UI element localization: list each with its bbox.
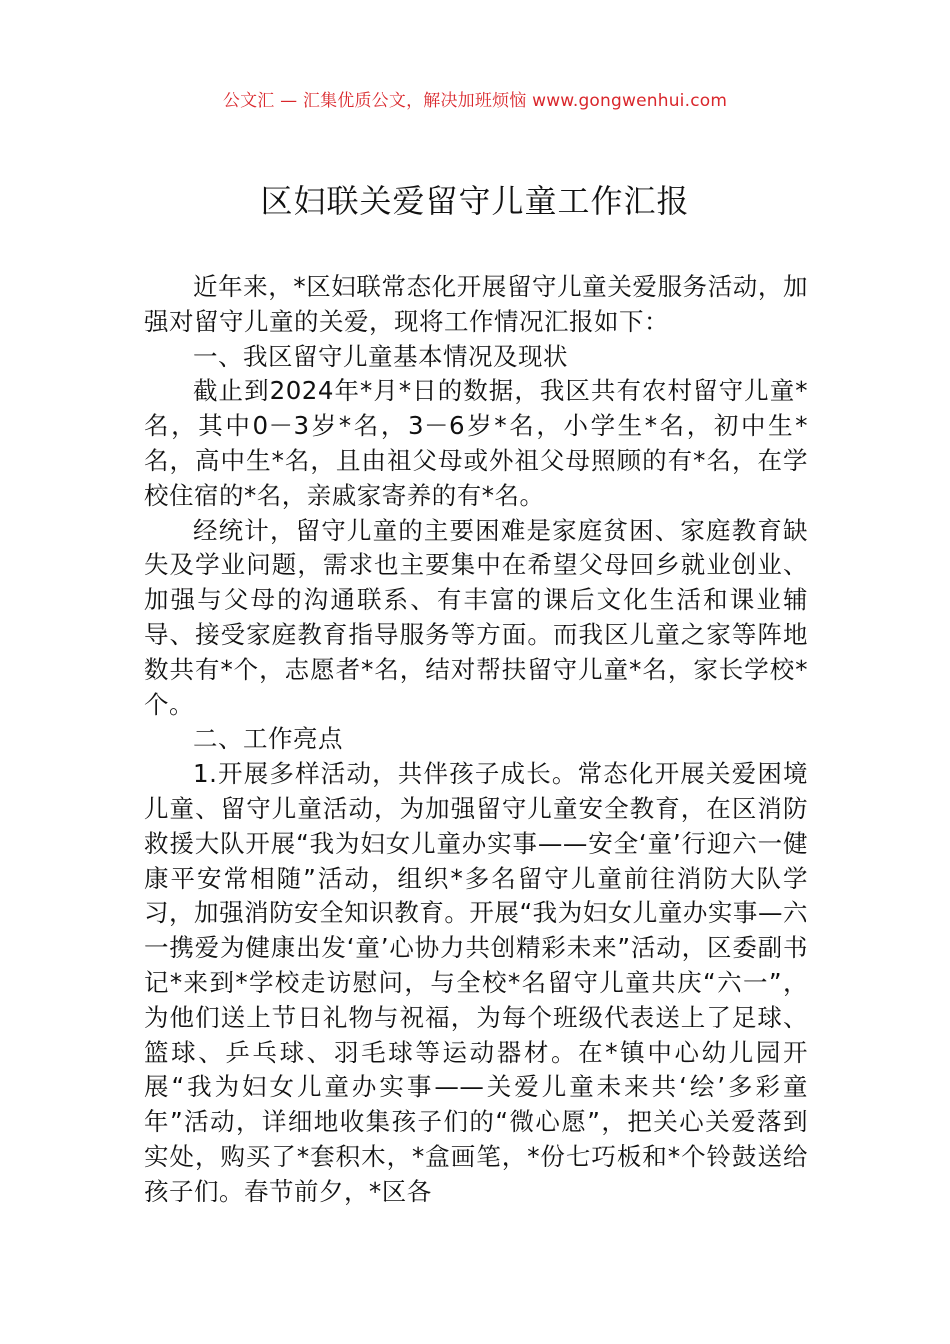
document-body bbox=[144, 270, 808, 1210]
section-heading-1: 一、我区留守儿童基本情况及现状 bbox=[193, 341, 568, 371]
site-banner: 公文汇 — 汇集优质公文，解决加班烦恼 www.gongwenhui.com bbox=[222, 91, 728, 111]
section-1-paragraph-2: 经统计，留守儿童的主要困难是家庭贫困、家庭教育缺失及学业问题，需求也主要集中在希望父母回乡就业创业、加强与父母的沟通联系、有丰富的课后文化生活和课业辅导、接受家庭教育指导服务等方面。而我区儿童之家等阵地数共有*个，志愿者*名，结对帮扶留守儿童*名，家长学校*个。 bbox=[144, 515, 808, 719]
section-1-paragraph-1: 截止到2024年*月*日的数据，我区共有农村留守儿童*名，其中0－3岁*名，3－6岁*名，小学生*名，初中生*名，高中生*名，且由祖父母或外祖父母照顾的有*名，在学校住宿的*名，亲戚家寄养的有*名。 bbox=[144, 376, 808, 510]
document-title: 区妇联关爱留守儿童工作汇报 bbox=[260, 182, 690, 220]
intro-paragraph: 近年来，*区妇联常态化开展留守儿童关爱服务活动，加强对留守儿童的关爱，现将工作情况汇报如下： bbox=[144, 272, 808, 336]
section-heading-2: 二、工作亮点 bbox=[193, 724, 343, 754]
section-2-paragraph-1: 1.开展多样活动，共伴孩子成长。常态化开展关爱困境儿童、留守儿童活动，为加强留守儿童安全教育，在区消防救援大队开展“我为妇女儿童办实事——安全‘童’行迎六一健康平安常相随”活动，组织*多名留守儿童前往消防大队学习，加强消防安全知识教育。开展“我为妇女儿童办实事—六一携爱为健康出发‘童’心协力共创精彩未来”活动，区委副书记*来到*学校走访慰问，与全校*名留守儿童共庆“六一”，为他们送上节日礼物与祝福，为每个班级代表送上了足球、篮球、乒乓球、羽毛球等运动器材。在*镇中心幼儿园开展“我为妇女儿童办实事——关爱儿童未来共‘绘’多彩童年”活动，详细地收集孩子们的“微心愿”，把关心关爱落到实处，购买了*套积木，*盒画笔，*份七巧板和*个铃鼓送给孩子们。春节前夕，*区各 bbox=[144, 759, 808, 1206]
